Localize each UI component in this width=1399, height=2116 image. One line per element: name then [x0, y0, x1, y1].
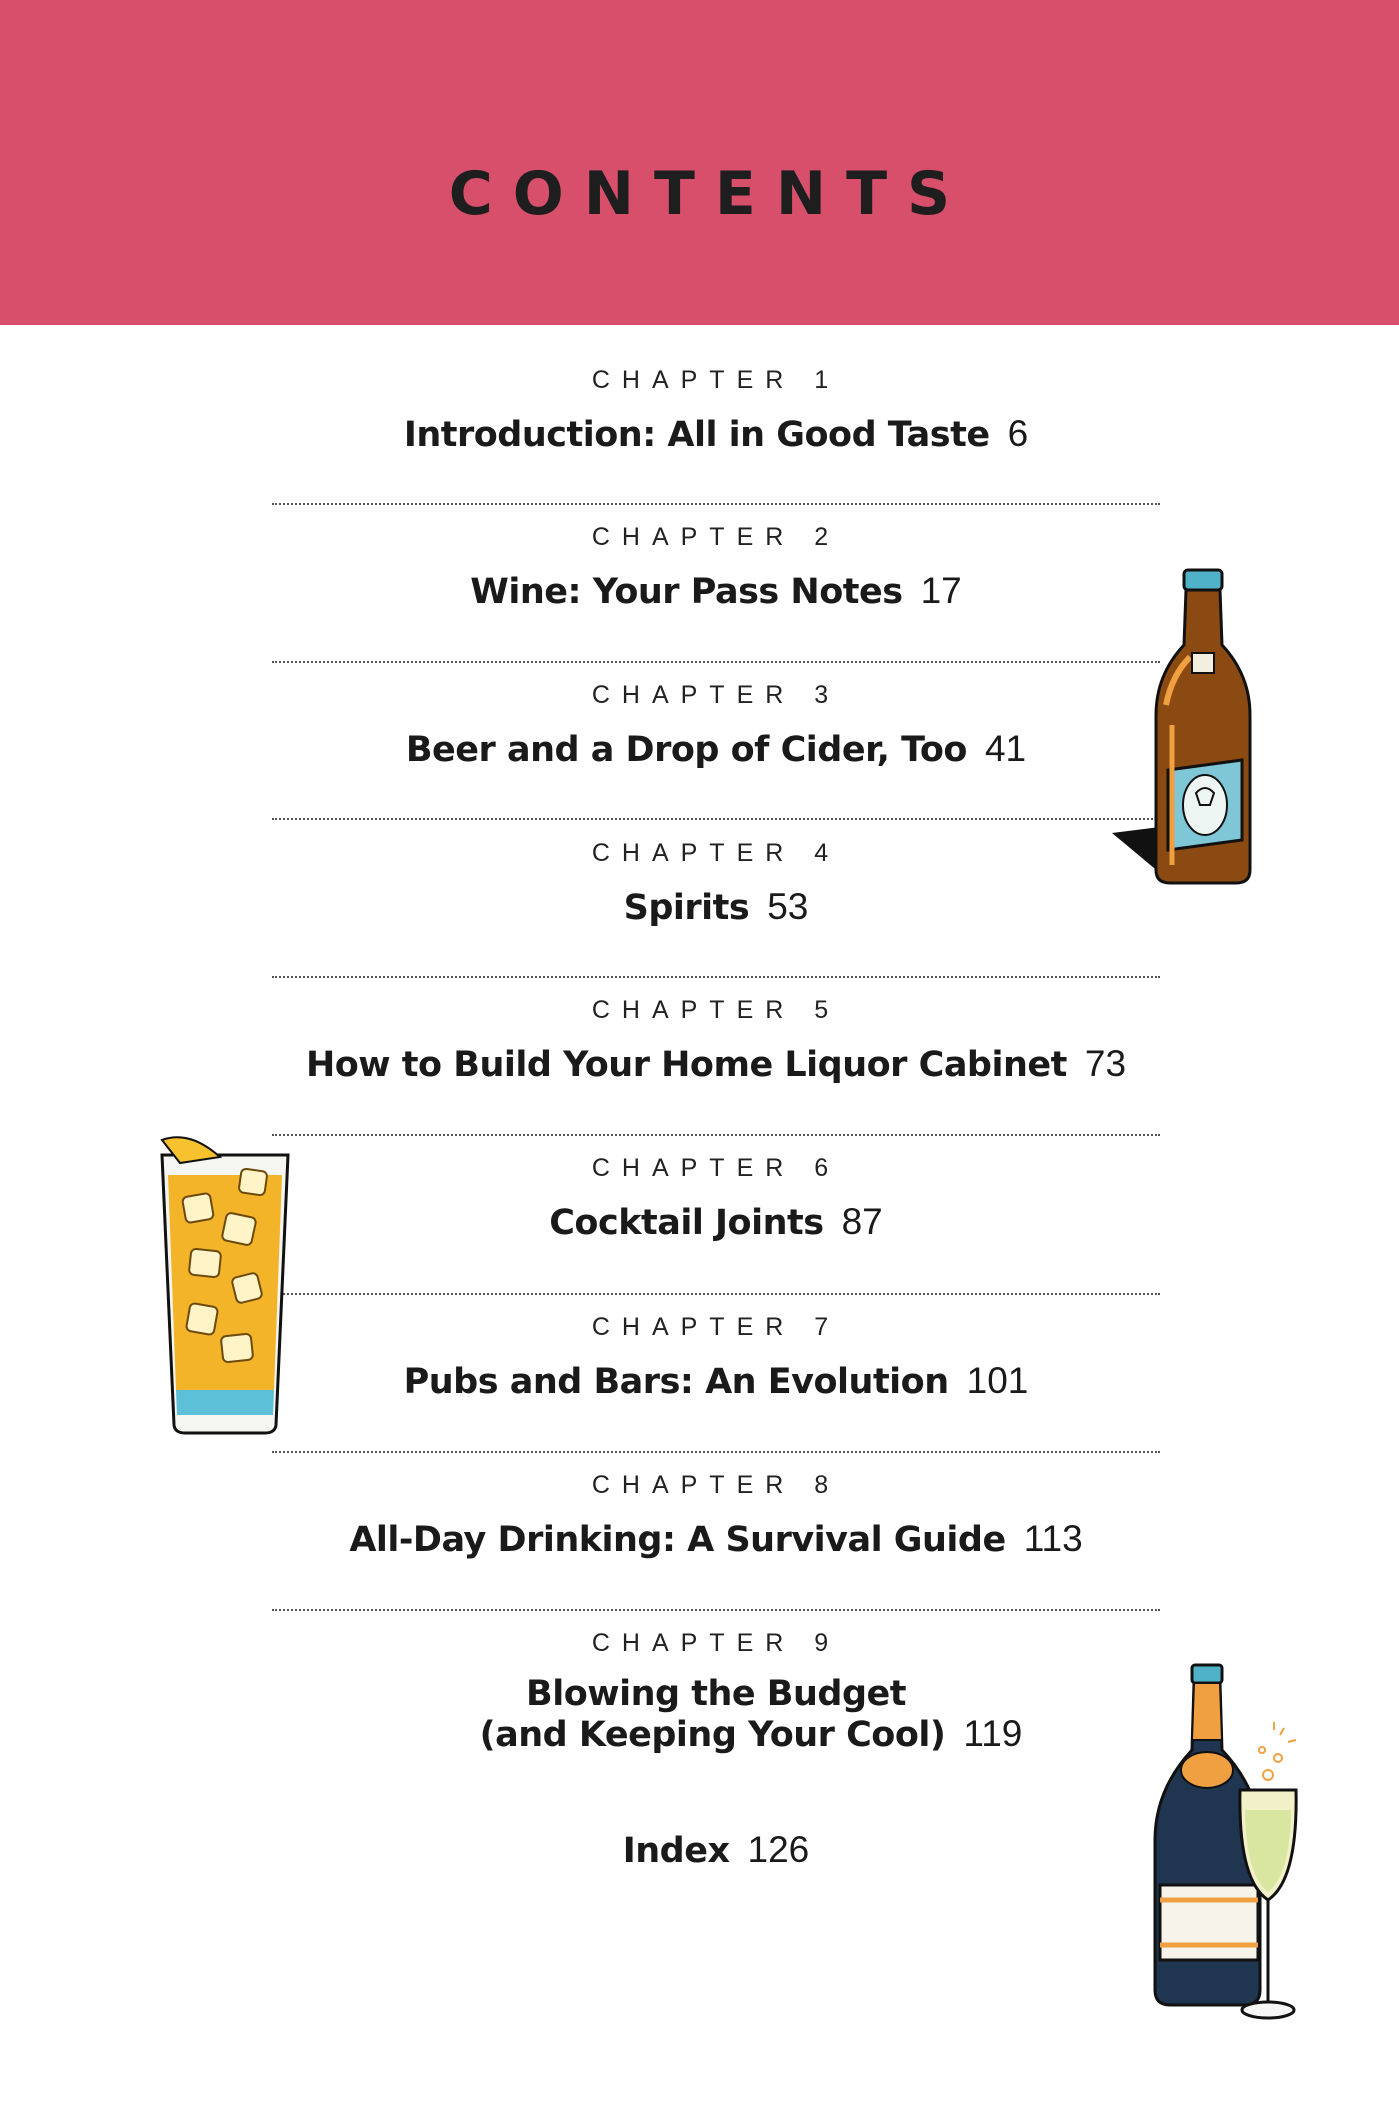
- toc-entry-index[interactable]: [272, 1829, 1160, 1872]
- page-number: 126: [747, 1829, 810, 1870]
- contents-header: [0, 0, 1399, 325]
- page-number: 73: [1084, 1043, 1127, 1084]
- toc-entry-3[interactable]: [272, 680, 1160, 771]
- chapter-title: All-Day Drinking: A Survival Guide: [349, 1520, 1006, 1560]
- page-number: 87: [841, 1201, 883, 1242]
- chapter-title: Wine: Your Pass Notes: [470, 572, 903, 612]
- chapter-title: Cocktail Joints: [549, 1203, 824, 1243]
- toc-entry-4[interactable]: [272, 838, 1160, 929]
- dotted-divider: [272, 503, 1160, 505]
- toc-entry-2[interactable]: [272, 522, 1160, 613]
- chapter-title-line-2: (and Keeping Your Cool): [479, 1715, 946, 1755]
- page-title: CONTENTS: [448, 159, 971, 229]
- dotted-divider: [272, 1134, 1160, 1136]
- page-number: 113: [1023, 1518, 1083, 1559]
- page-number: 6: [1007, 413, 1029, 454]
- page-number: 119: [963, 1713, 1023, 1754]
- dotted-divider: [272, 976, 1160, 978]
- chapter-title-line-1: Blowing the Budget: [526, 1674, 906, 1714]
- dotted-divider: [272, 661, 1160, 663]
- chapter-label: CHAPTER 2: [591, 523, 841, 551]
- chapter-label: CHAPTER 1: [591, 366, 841, 394]
- page-number: 53: [767, 886, 809, 927]
- chapter-title: Pubs and Bars: An Evolution: [403, 1362, 949, 1402]
- chapter-label: CHAPTER 9: [591, 1629, 841, 1657]
- chapter-title: Introduction: All in Good Taste: [403, 415, 990, 455]
- toc-entry-7[interactable]: [272, 1312, 1160, 1403]
- chapter-label: CHAPTER 5: [591, 996, 841, 1024]
- chapter-title: Beer and a Drop of Cider, Too: [405, 730, 967, 770]
- dotted-divider: [272, 1293, 1160, 1295]
- toc-entry-5[interactable]: [272, 995, 1160, 1086]
- dotted-divider: [272, 818, 1160, 820]
- chapter-title: Spirits: [623, 888, 750, 928]
- dotted-divider: [272, 1609, 1160, 1611]
- chapter-title: How to Build Your Home Liquor Cabinet: [305, 1045, 1067, 1085]
- champagne-bottle-icon: [1150, 1660, 1320, 2040]
- highball-glass-icon: [150, 1135, 295, 1440]
- chapter-label: CHAPTER 6: [591, 1154, 841, 1182]
- toc-entry-8[interactable]: [272, 1470, 1160, 1561]
- page-number: 17: [920, 570, 962, 611]
- toc-entry-6[interactable]: [272, 1153, 1160, 1244]
- chapter-label: CHAPTER 8: [591, 1471, 841, 1499]
- chapter-label: CHAPTER 3: [591, 681, 841, 709]
- beer-bottle-icon: [1110, 565, 1260, 895]
- chapter-label: CHAPTER 7: [591, 1313, 841, 1341]
- chapter-label: CHAPTER 4: [591, 839, 841, 867]
- index-title: Index: [622, 1831, 730, 1871]
- page-number: 101: [966, 1360, 1029, 1401]
- page-number: 41: [984, 728, 1027, 769]
- dotted-divider: [272, 1451, 1160, 1453]
- toc-entry-9[interactable]: [272, 1628, 1160, 1755]
- toc-entry-1[interactable]: [272, 365, 1160, 456]
